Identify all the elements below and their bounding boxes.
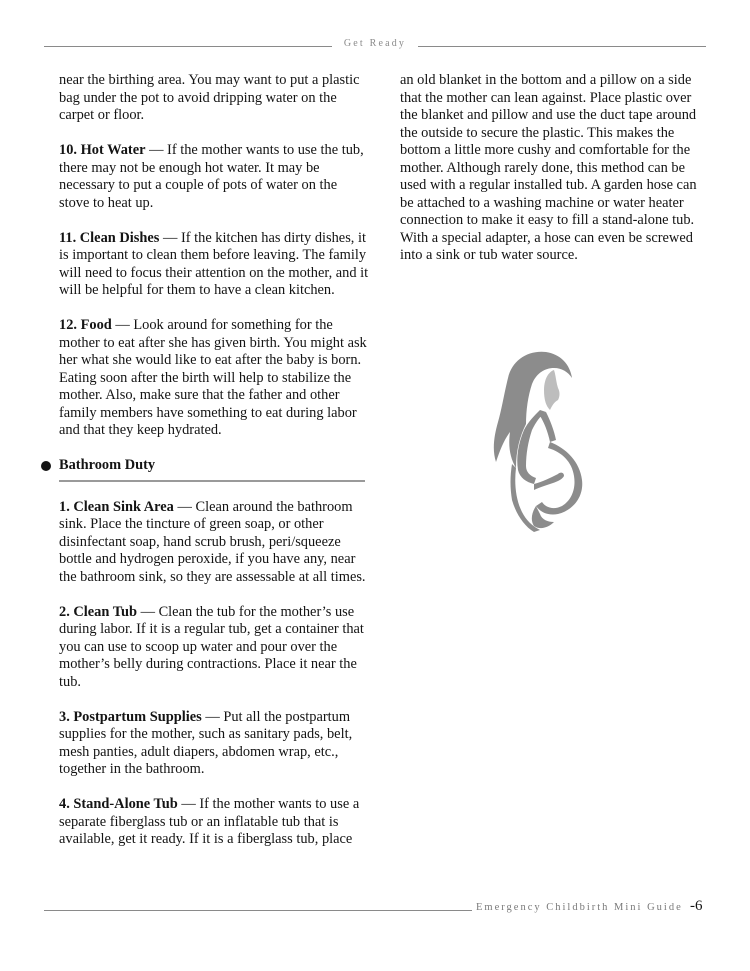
footer-guide-title: Emergency Childbirth Mini Guide: [476, 902, 683, 913]
item-label: 12. Food: [59, 317, 112, 333]
list-item: [59, 499, 369, 587]
page-number-value: 6: [695, 898, 703, 914]
continued-paragraph: an old blanket in the bottom and a pillow on a side that the mother can lean against. Place plastic over the blanket and pillow and use the duct tape around the outside to secure the plastic. This makes the bottom a little more cushy and comfortable for the mother. Although rarely done, this method can be used with a regular installed tub. A garden hose can be attached to a washing machine or water heater connection to make it easy to fill a stand-alone tub. With a special adapter, a hose can even be screwed into a sink or tub water source.: [400, 72, 697, 263]
item-text: — If the mother wants to use a separate fiberglass tub or an inflatable tub that is available, get it ready. If it is a fiberglass tub, place: [59, 796, 360, 847]
list-item: [59, 230, 369, 300]
list-item: [59, 709, 369, 779]
item-text: — Clean the tub for the mother’s use during labor. If it is a regular tub, get a container that you can use to scoop up water and pour over the mother’s belly during contractions. Place it near the tub.: [59, 603, 364, 690]
left-column: [59, 72, 369, 866]
item-text: — If the mother wants to use the tub, there may not be enough hot water. It may be necessary to put a couple of pots of water on the stove to heat up.: [59, 142, 364, 211]
list-item: [59, 796, 369, 849]
item-text: — Look around for something for the mother to eat after she has given birth. You might ask her what she would like to eat after the baby is born. Eating soon after the birth will help to stabilize the mother. Also, make sure that the father and other family members have something to eat during labor and that they keep hydrated.: [59, 317, 367, 438]
header-rule-left: [44, 46, 332, 47]
section-heading-text: Bathroom Duty: [59, 457, 156, 473]
item-text: — Put all the postpartum supplies for the mother, such as sanitary pads, belt, mesh panties, adult diapers, abdomen wrap, etc., together in the bathroom.: [59, 708, 353, 777]
item-label: 4. Stand-Alone Tub: [59, 796, 178, 812]
item-label: 3. Postpartum Supplies: [59, 708, 202, 725]
list-item: [59, 142, 369, 212]
header-rule-right: [418, 46, 706, 47]
list-item: [59, 604, 369, 692]
running-header-title: Get Ready: [343, 38, 407, 49]
item-text: — If the kitchen has dirty dishes, it is important to clean them before leaving. The family will need to focus their attention on the mother, and it will be helpful for them to have a clean kitchen.: [59, 229, 369, 298]
pregnant-woman-icon: [488, 350, 596, 532]
footer-rule: [44, 910, 472, 911]
section-heading-bathroom-duty: [59, 457, 369, 475]
continued-paragraph: near the birthing area. You may want to put a plastic bag under the pot to avoid dripping water on the carpet or floor.: [59, 72, 360, 123]
right-column: [400, 72, 708, 282]
bullet-icon: [41, 461, 51, 471]
item-label: 10. Hot Water: [59, 142, 146, 158]
page-number: [690, 898, 703, 915]
item-label: 2. Clean Tub: [59, 603, 137, 620]
list-item: [59, 317, 369, 440]
item-label: 11. Clean Dishes: [59, 229, 160, 246]
item-text: — Clean around the bathroom sink. Place the tincture of green soap, or other disinfectant soap, hand scrub brush, peri/squeeze bottle and hydrogen peroxide, if you have any, near the bathroom sink, so they are assessable at all times.: [59, 498, 366, 585]
section-divider: [59, 480, 365, 482]
page-separator: -: [690, 898, 695, 914]
item-label: 1. Clean Sink Area: [59, 498, 174, 515]
